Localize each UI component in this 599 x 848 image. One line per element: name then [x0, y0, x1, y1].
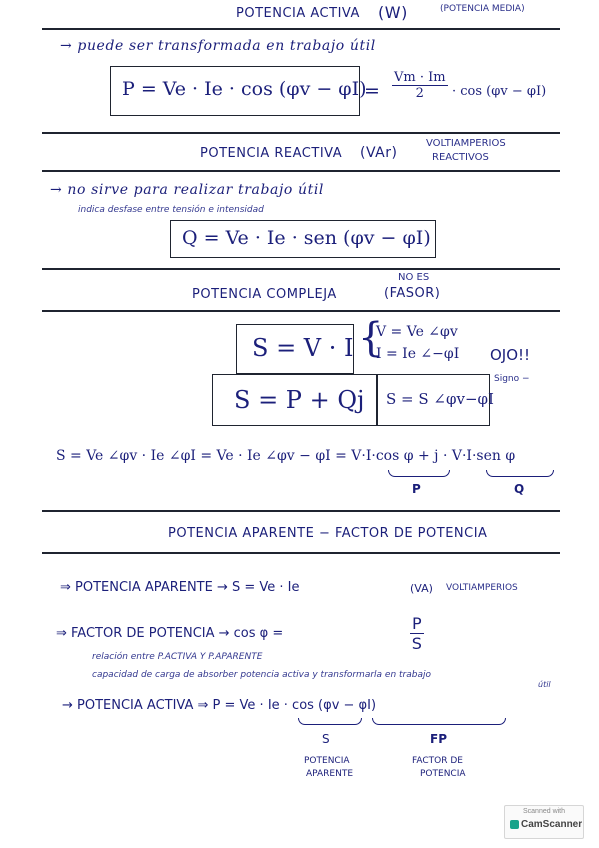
complex-power-definition: S = V · I	[252, 334, 354, 362]
active-power-formula-right: · cos (φv − φI)	[452, 84, 547, 99]
complex-power-title: POTENCIA COMPLEJA	[192, 287, 337, 302]
current-phasor: I = Ie ∠−φI	[376, 346, 460, 362]
brace-s-label: S	[322, 732, 330, 746]
caption-pf-2: POTENCIA	[420, 769, 466, 779]
caption-pf-1: FACTOR DE	[412, 756, 463, 766]
brace-p-icon	[388, 470, 450, 477]
complex-not-label: NO ES	[398, 272, 430, 283]
active-power-title: POTENCIA ACTIVA	[236, 6, 360, 21]
reactive-power-small-note: indica desfase entre tensión e intensidad	[78, 205, 264, 215]
apparent-power-line: ⇒ POTENCIA APARENTE → S = Ve · Ie	[60, 580, 300, 595]
active-power-note: → puede ser transformada en trabajo útil	[60, 38, 376, 54]
reactive-power-aside-2: REACTIVOS	[432, 152, 489, 163]
complex-expansion: S = Ve ∠φv · Ie ∠φI = Ve · Ie ∠φv − φI = V·I·cos φ + j · V·I·sen φ	[56, 448, 516, 464]
brace-s-icon	[298, 718, 362, 725]
reactive-power-note: → no sirve para realizar trabajo útil	[50, 182, 325, 198]
brace-q-icon	[486, 470, 554, 477]
apparent-power-unit-name: VOLTIAMPERIOS	[446, 583, 518, 593]
pf-numerator: P	[412, 614, 422, 633]
divider	[42, 552, 560, 554]
divider	[42, 268, 560, 270]
brace-p-label: P	[412, 482, 421, 496]
active-power-formula: P = Ve · Ie · cos (φv − φI)	[122, 78, 367, 100]
complex-sum-formula: S = P + Qj	[234, 386, 365, 414]
power-factor-note-3: útil	[538, 680, 551, 689]
caption-apparent-2: APARENTE	[306, 769, 354, 779]
divider	[42, 170, 560, 172]
power-factor-note-2: capacidad de carga de absorber potencia activa y transformarla en trabajo	[92, 670, 431, 680]
complex-polar-formula: S = S ∠φv−φI	[386, 390, 494, 408]
reactive-power-title: POTENCIA REACTIVA	[200, 146, 343, 161]
active-power-unit: (W)	[378, 3, 408, 22]
sign-note: Signo −	[494, 374, 530, 384]
caption-apparent-1: POTENCIA	[304, 756, 350, 766]
divider	[42, 510, 560, 512]
brace-q-label: Q	[514, 482, 525, 496]
reactive-power-formula: Q = Ve · Ie · sen (φv − φI)	[182, 227, 431, 249]
reactive-power-aside-1: VOLTIAMPERIOS	[426, 138, 506, 149]
camscanner-badge	[504, 805, 584, 839]
power-factor-line: ⇒ FACTOR DE POTENCIA → cos φ =	[56, 626, 284, 641]
camscanner-logo-icon	[510, 820, 519, 829]
fraction-numerator: Vm · Im	[394, 70, 446, 85]
apparent-power-unit: (VA)	[410, 582, 433, 595]
badge-line-1: Scanned with	[522, 808, 566, 815]
power-factor-note-1: relación entre P.ACTIVA Y P.APARENTE	[92, 652, 263, 662]
divider	[42, 310, 560, 312]
fraction-denominator: 2	[415, 86, 424, 101]
equals-sign: =	[364, 80, 380, 102]
brace-icon: {	[358, 315, 384, 361]
power-factor-fraction	[410, 614, 424, 653]
warning-note: OJO!!	[490, 346, 531, 364]
apparent-power-title: POTENCIA APARENTE − FACTOR DE POTENCIA	[168, 526, 488, 541]
brace-fp-label: FP	[430, 732, 447, 746]
active-power-fraction	[392, 70, 448, 101]
divider	[42, 28, 560, 30]
complex-power-paren: (FASOR)	[384, 286, 441, 301]
brace-fp-icon	[372, 718, 506, 725]
voltage-phasor: V = Ve ∠φv	[376, 324, 458, 340]
divider	[42, 132, 560, 134]
active-power-aside: (POTENCIA MEDIA)	[440, 4, 525, 14]
pf-denominator: S	[411, 634, 422, 653]
active-power-recap: → POTENCIA ACTIVA ⇒ P = Ve · Ie · cos (φv − φI)	[62, 698, 377, 713]
reactive-power-unit: (VAr)	[360, 145, 398, 161]
badge-line-2: CamScanner	[521, 819, 583, 830]
